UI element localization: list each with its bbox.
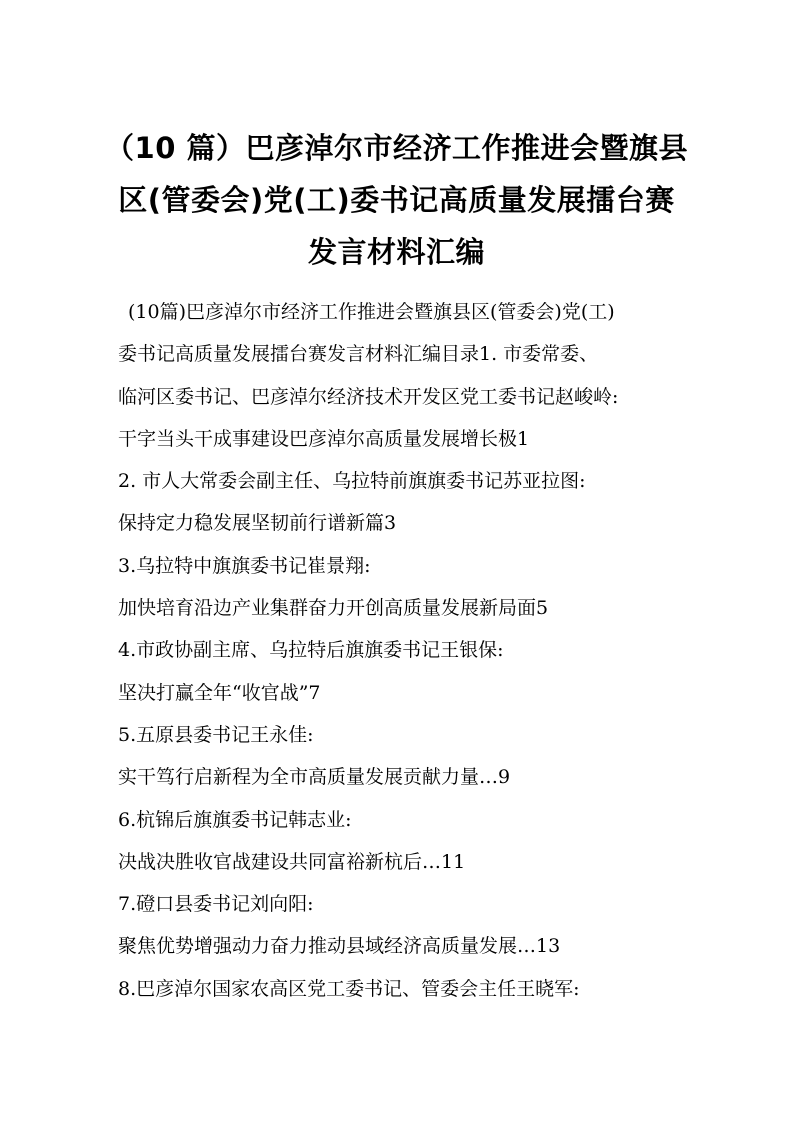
title-line: （10 篇）巴彦淖尔市经济工作推进会暨旗县: [105, 131, 688, 165]
body-line: 保持定力稳发展坚韧前行谱新篇3: [118, 512, 397, 535]
title-line: 发言材料汇编: [307, 235, 485, 269]
body-line: 实干笃行启新程为全市高质量发展贡献力量…9: [118, 766, 511, 789]
body-line: (10篇)巴彦淖尔市经济工作推进会暨旗县区(管委会)党(工): [128, 301, 615, 323]
body-line: 干字当头干成事建设巴彦淖尔高质量发展增长极1: [118, 427, 530, 450]
body-line: 临河区委书记、巴彦淖尔经济技术开发区党工委书记赵峻岭:: [118, 385, 619, 408]
body-line: 5.五原县委书记王永佳:: [118, 723, 314, 746]
document-title: [60, 122, 733, 278]
body-line: 委书记高质量发展擂台赛发言材料汇编目录1. 市委常委、: [118, 343, 599, 366]
body-line: 2. 市人大常委会副主任、乌拉特前旗旗委书记苏亚拉图:: [118, 470, 586, 493]
body-line: 坚决打赢全年“收官战”7: [118, 681, 321, 704]
title-line: 区(管委会)党(工)委书记高质量发展擂台赛: [118, 183, 675, 217]
body-line: 8.巴彦淖尔国家农高区党工委书记、管委会主任王晓军:: [118, 977, 580, 1000]
body-line: 3.乌拉特中旗旗委书记崔景翔:: [118, 554, 371, 577]
body-line: 6.杭锦后旗旗委书记韩志业:: [118, 808, 352, 831]
body-line: 聚焦优势增强动力奋力推动县域经济高质量发展…13: [118, 935, 561, 958]
body-line: 加快培育沿边产业集群奋力开创高质量发展新局面5: [118, 597, 549, 620]
body-line: 7.磴口县委书记刘向阳:: [118, 893, 314, 916]
body-line: 决战决胜收官战建设共同富裕新杭后…11: [118, 850, 466, 873]
document-body: [118, 291, 688, 1010]
body-line: 4.市政协副主席、乌拉特后旗旗委书记王银保:: [118, 639, 504, 662]
